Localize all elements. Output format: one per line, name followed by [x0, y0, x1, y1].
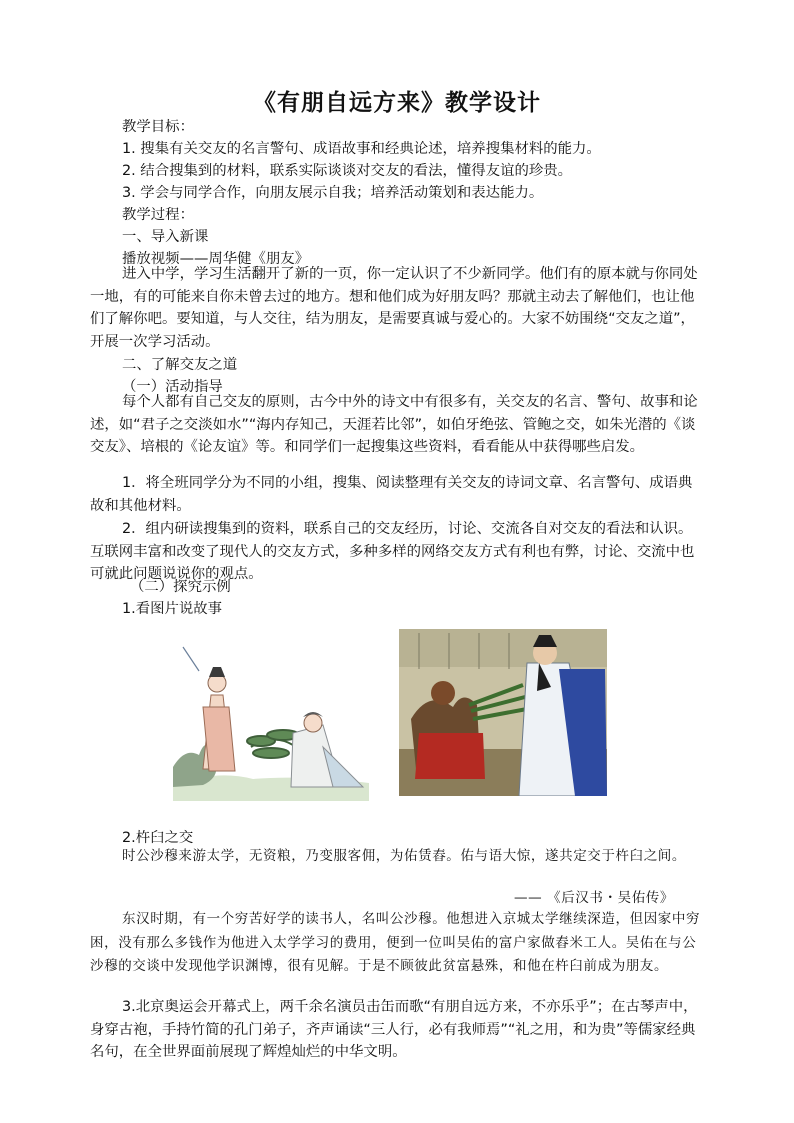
- objective-item: 3. 学会与同学合作，向朋友展示自我；培养活动策划和表达能力。: [122, 185, 544, 201]
- subsection-heading: （二）探究示例: [130, 579, 231, 595]
- quote-paragraph: [90, 845, 704, 869]
- guide-item-text: 2．组内研读搜集到的资料，联系自己的交友经历，讨论、交流各自对交友的看法和认识。互联网丰富和改变了现代人的交友方式，多种多样的网络交友方式有利也有弊，讨论、交流中也可就此问题说说你的观点。: [90, 521, 695, 582]
- quote-source: —— 《后汉书・吴佑传》: [514, 890, 674, 906]
- quote-text: 时公沙穆来游太学，无资粮，乃变服客佣，为佑赁舂。佑与语大惊，遂共定交于杵臼之间。: [122, 848, 686, 864]
- example-heading: 1.看图片说故事: [122, 601, 223, 617]
- section-heading: 二、了解交友之道: [122, 357, 238, 373]
- painting-illustration: [399, 629, 607, 796]
- olympics-text: 3.北京奥运会开幕式上，两千余名演员击缶而歌“有朋自远方来，不亦乐乎”；在古琴声中，身穿古袍，手持竹简的孔门弟子，齐声诵读“三人行，必有我师焉”“礼之用，和为贵”等儒家经典名句，在全世界面前展现了辉煌灿烂的中华文明。: [90, 999, 698, 1060]
- example-heading: 2.杵臼之交: [122, 830, 194, 846]
- guide-item-text: 1．将全班同学分为不同的小组，搜集、阅读整理有关交友的诗词文章、名言警句、成语典故和其他材料。: [90, 475, 693, 514]
- scholars-illustration: [173, 637, 369, 801]
- intro-text: 进入中学，学习生活翻开了新的一页，你一定认识了不少新同学。他们有的原本就与你同处一地，有的可能来自你未曾去过的地方。想和他们成为好朋友吗？那就主动去了解他们，也让他们了解你吧。要知道，与人交往，结为朋友，是需要真诚与爱心的。大家不妨围绕“交友之道”，开展一次学习活动。: [90, 266, 698, 350]
- story-text: 东汉时期，有一个穷苦好学的读书人，名叫公沙穆。他想进入京城太学继续深造，但因家中穷困，没有那么多钱作为他进入太学学习的费用，便到一位叫吴佑的富户家做舂米工人。吴佑在与公沙穆的交谈中发现他学识渊博，很有见解。于是不顾彼此贫富悬殊，和他在杵臼前成为朋友。: [90, 911, 701, 974]
- intro-paragraph: [90, 263, 704, 353]
- objective-item: 2. 结合搜集到的材料，联系实际谈谈对交友的看法，懂得友谊的珍贵。: [122, 163, 573, 179]
- guide-item: [90, 472, 704, 517]
- video-line: 播放视频——周华健《朋友》: [122, 251, 310, 267]
- olympics-paragraph: [90, 996, 704, 1064]
- subsection-heading: （一）活动指导: [122, 379, 223, 395]
- guide-paragraph: [90, 391, 704, 459]
- objective-item: 1. 搜集有关交友的名言警句、成语故事和经典论述，培养搜集材料的能力。: [122, 141, 601, 157]
- objectives-heading: 教学目标：: [122, 119, 194, 135]
- guide-text: 每个人都有自己交友的原则，古今中外的诗文中有很多有，关交友的名言、警句、故事和论述，如“君子之交淡如水”“海内存知己，天涯若比邻”，如伯牙绝弦、管鲍之交，如朱光潜的《谈交友》、培根的《论友谊》等。和同学们一起搜集这些资料，看看能从中获得哪些启发。: [90, 394, 698, 455]
- document-title: 《有朋自远方来》教学设计: [253, 90, 541, 116]
- process-heading: 教学过程：: [122, 207, 194, 223]
- story-paragraph: [90, 908, 704, 979]
- section-heading: 一、导入新课: [122, 229, 209, 245]
